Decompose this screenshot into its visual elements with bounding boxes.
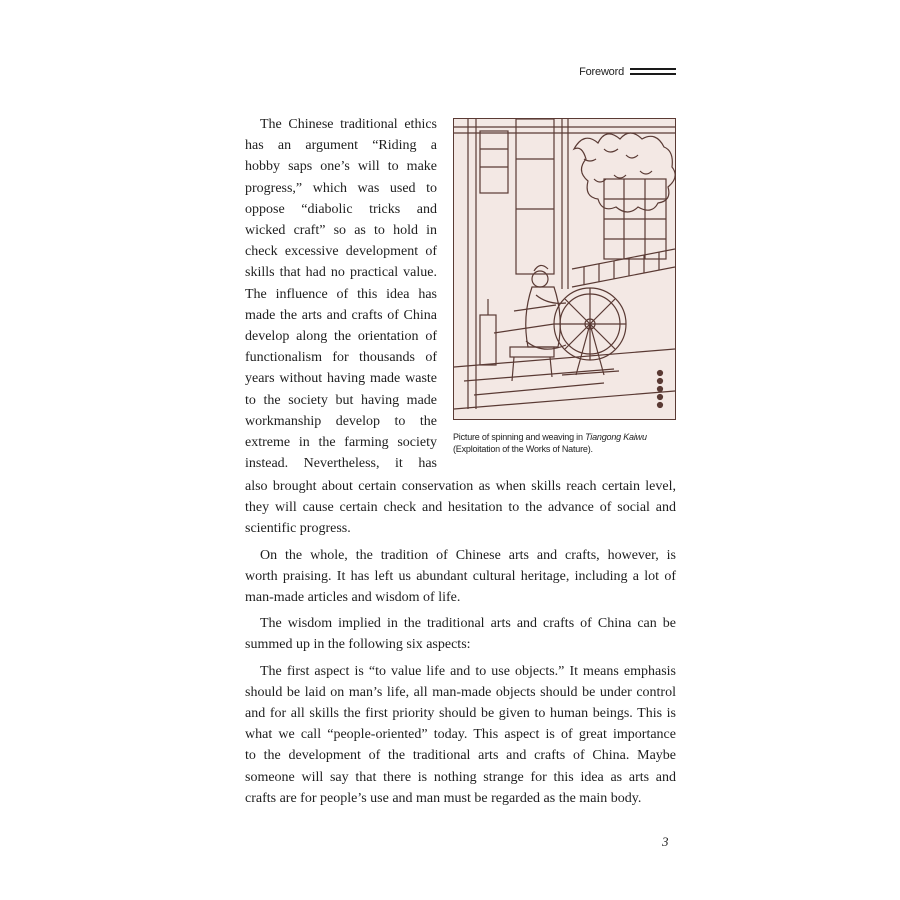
- paragraph: [245, 661, 676, 809]
- caption-book-title: Tiangong Kaiwu: [585, 432, 647, 442]
- text-line: oppose “diabolic tricks and: [245, 201, 437, 217]
- text-line: should be laid on man’s life, all man-made objects should be under control: [245, 684, 676, 700]
- running-header: Foreword: [579, 66, 624, 78]
- paragraph: [245, 545, 676, 609]
- paragraph: [245, 613, 676, 655]
- text-line: summed up in the following six aspects:: [245, 637, 471, 653]
- wrapped-paragraph: [245, 114, 437, 474]
- text-line: functionalism for thousands of: [245, 350, 437, 366]
- text-line: The first aspect is “to value life and to use objects.” It means emphasis: [260, 663, 676, 679]
- text-line: has an argument “Riding a: [245, 138, 437, 154]
- text-line: skills that had no practical value.: [245, 265, 437, 281]
- text-line: extreme in the farming society: [245, 435, 437, 451]
- text-line: what we call “people-oriented” today. This aspect is of great importance: [245, 727, 676, 743]
- text-line: workmanship develop to the: [245, 413, 437, 429]
- text-line: progress,” which was used to: [245, 180, 437, 196]
- header-rule: [630, 68, 676, 77]
- text-line: made the arts and crafts of China: [245, 307, 437, 323]
- text-line: years without having made waste: [245, 371, 437, 387]
- body-text: [245, 476, 676, 809]
- text-line: also brought about certain conservation as when skills reach certain level,: [245, 479, 676, 494]
- text-line: On the whole, the tradition of Chinese arts and crafts, however, is: [260, 547, 676, 563]
- text-line: scientific progress.: [245, 521, 351, 537]
- text-line: wicked craft” so as to hold in: [245, 223, 437, 239]
- text-line: worth praising. It has left us abundant cultural heritage, including a lot of: [245, 568, 676, 584]
- text-line: crafts are for people’s use and man must be regarded as the main body.: [245, 790, 642, 806]
- text-line: check excessive development of: [245, 244, 437, 260]
- text-line: to the society but having made: [245, 392, 437, 408]
- text-line: The wisdom implied in the traditional arts and crafts of China can be: [260, 616, 676, 632]
- text-line: hobby saps one’s will to make: [245, 159, 437, 175]
- text-line: instead. Nevertheless, it has: [245, 456, 437, 472]
- text-line: someone will say that there is nothing strange for this idea as arts and: [245, 769, 676, 785]
- text-line: to the development of the traditional arts and crafts of China. Maybe: [245, 748, 676, 764]
- text-line: The influence of this idea has: [245, 286, 437, 302]
- woodcut-image: [454, 119, 675, 419]
- paragraph: [245, 476, 676, 540]
- text-line: and for all skills the first priority should be given to human beings. This is: [245, 706, 676, 722]
- figure-caption: [453, 431, 679, 455]
- caption-prefix: Picture of spinning and weaving in: [453, 432, 586, 442]
- text-line: develop along the orientation of: [245, 329, 437, 345]
- page-number: 3: [662, 834, 669, 849]
- text-line: The Chinese traditional ethics: [260, 117, 437, 132]
- spinning-wheel-illustration: [453, 118, 676, 420]
- caption-suffix: (Exploitation of the Works of Nature).: [453, 444, 593, 454]
- text-line: man-made articles and wisdom of life.: [245, 590, 461, 606]
- text-line: they will cause certain check and hesitation to the advance of social and: [245, 500, 676, 516]
